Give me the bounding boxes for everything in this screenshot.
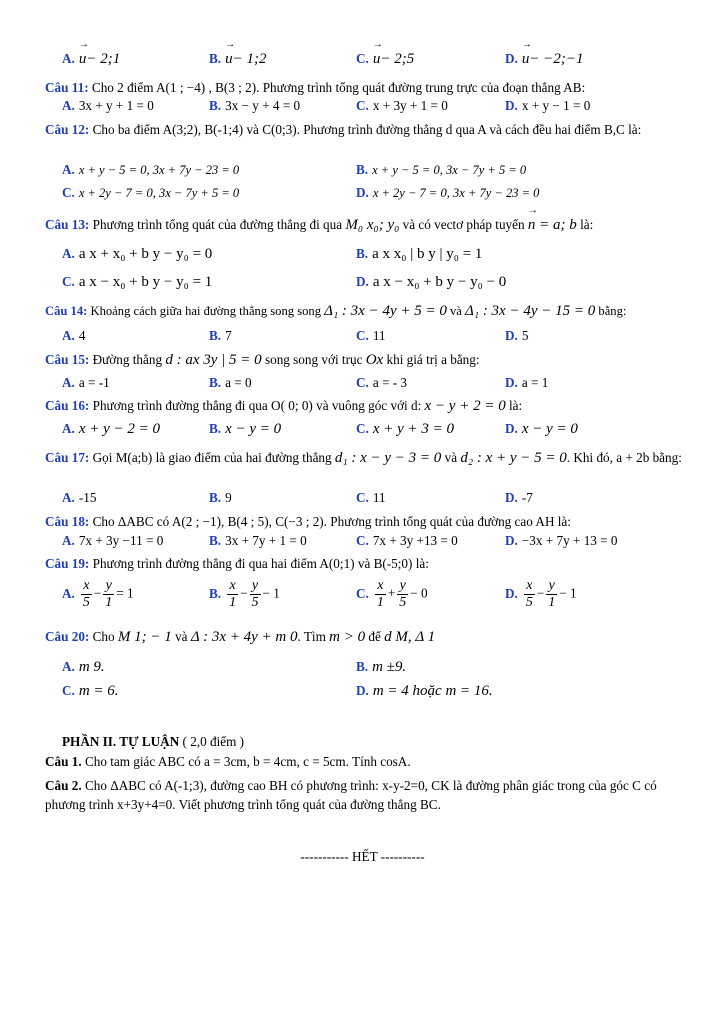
q10-option-b: B.→ u− 1;2 (209, 50, 266, 68)
question-16: Câu 16: Phương trình đường thẳng đi qua O( 0; 0) và vuông góc với d: x − y + 2 = 0 là: (45, 398, 523, 414)
q17-option-c: C. 11 (356, 490, 386, 505)
q16-option-b: B. x − y = 0 (209, 421, 282, 437)
q14-option-a: A. 4 (62, 328, 86, 343)
q20-option-d: D. m = 4 hoặc m = 16. (356, 683, 493, 699)
question-17: Câu 17: Gọi M(a;b) là giao điểm của hai đường thẳng d₁ : x − y − 3 = 0 và d₂ : x + y − 5 = 0. Khi đó, a + 2b bằng: (45, 450, 682, 466)
q20-option-b: B. m ±9. (356, 659, 407, 675)
q12-option-b: B. x + y − 5 = 0, 3x − 7y + 5 = 0 (356, 162, 527, 177)
q18-option-a: A. 7x + 3y −11 = 0 (62, 533, 164, 548)
q11-option-a: A. 3x + y + 1 = 0 (62, 98, 154, 113)
q19-option-d: D. $\frac{x}{5}$ − $\frac{y}{1}$ − 1 (505, 578, 577, 610)
part-2-heading: PHẦN II. TỰ LUẬN ( 2,0 điểm ) (62, 734, 245, 749)
q19-option-c: C. $\frac{x}{1}$ + $\frac{y}{5}$ − 0 (356, 578, 428, 610)
q15-option-d: D. a = 1 (505, 375, 549, 390)
question-14: Câu 14: Khoảng cách giữa hai đường thẳng song song Δ₁ : 3x − 4y + 5 = 0 và Δ₁ : 3x − 4y − 15 = 0 bằng: (45, 303, 627, 319)
q16-option-a: A. x + y − 2 = 0 (62, 421, 161, 437)
q17-option-b: B. 9 (209, 490, 232, 505)
q10-option-d: D.→ u− −2;−1 (505, 50, 583, 68)
question-13: Câu 13: Phương trình tổng quát của đường thẳng đi qua M₀ x₀; y₀ và có vectơ pháp tuyến → n = a; b là: (45, 216, 593, 234)
q17-option-a: A. -15 (62, 490, 97, 505)
question-12: Câu 12: Cho ba điểm A(3;2), B(-1;4) và C(0;3). Phương trình đường thẳng d qua A và cách đều hai điểm B,C là: (45, 122, 642, 137)
q10-option-a: A.→ u− 2;1 (62, 50, 120, 68)
q15-option-a: A. a = -1 (62, 375, 110, 390)
q11-option-b: B. 3x − y + 4 = 0 (209, 98, 301, 113)
vector-u: → u (522, 50, 530, 68)
vector-u: → u (79, 50, 87, 68)
normal-vector-n: → n (528, 216, 536, 234)
essay-question-1: Câu 1. Cho tam giác ABC có a = 3cm, b = 4cm, c = 5cm. Tính cosA. (45, 754, 411, 769)
end-marker: ----------- HẾT ---------- (300, 849, 425, 864)
q11-option-d: D. x + y − 1 = 0 (505, 98, 591, 113)
q18-option-d: D. −3x + 7y + 13 = 0 (505, 533, 618, 548)
q10-option-c: C.→ u− 2;5 (356, 50, 414, 68)
q20-option-c: C. m = 6. (62, 683, 119, 699)
q14-option-d: D. 5 (505, 328, 529, 343)
q16-option-d: D. x − y = 0 (505, 421, 578, 437)
q15-option-c: C. a = - 3 (356, 375, 407, 390)
q15-option-b: B. a = 0 (209, 375, 252, 390)
q19-option-a: A. $\frac{x}{5}$ − $\frac{y}{1}$ = 1 (62, 578, 134, 610)
q13-option-d: D. a x − x₀ + b y − y₀ − 0 (356, 274, 507, 290)
q16-option-c: C. x + y + 3 = 0 (356, 421, 455, 437)
q14-option-b: B. 7 (209, 328, 232, 343)
q13-option-b: B. a x x₀ | b y | y₀ = 1 (356, 246, 483, 262)
essay-question-2: Câu 2. Cho ΔABC có A(-1;3), đường cao BH có phương trình: x-y-2=0, CK là đường phân giác trong của góc C có phương trình x+3y+4=0. Viết phương trình tổng quát của đường thẳng BC. (45, 778, 657, 812)
q20-option-a: A. m 9. (62, 659, 105, 675)
q12-option-d: D. x + 2y − 7 = 0, 3x + 7y − 23 = 0 (356, 185, 540, 200)
vector-u: → u (373, 50, 381, 68)
question-15: Câu 15: Đường thẳng d : ax 3y | 5 = 0 song song với trục Ox khi giá trị a bằng: (45, 352, 480, 368)
q12-option-a: A. x + y − 5 = 0, 3x + 7y − 23 = 0 (62, 162, 240, 177)
q11-option-c: C. x + 3y + 1 = 0 (356, 98, 448, 113)
q13-option-c: C. a x − x₀ + b y − y₀ = 1 (62, 274, 213, 290)
q18-option-b: B. 3x + 7y + 1 = 0 (209, 533, 307, 548)
question-19: Câu 19: Phương trình đường thẳng đi qua hai điểm A(0;1) và B(-5;0) là: (45, 556, 429, 571)
question-11: Câu 11: Cho 2 điểm A(1 ; −4) , B(3 ; 2). Phương trình tổng quát đường trung trực của đoạn thẳng AB: (45, 80, 586, 95)
q14-option-c: C. 11 (356, 328, 386, 343)
vector-u: → u (225, 50, 233, 68)
q12-option-c: C. x + 2y − 7 = 0, 3x − 7y + 5 = 0 (62, 185, 240, 200)
question-20: Câu 20: Cho M 1; − 1 và Δ : 3x + 4y + m 0. Tìm m > 0 để d M, Δ 1 (45, 629, 436, 645)
q19-option-b: B. $\frac{x}{1}$ − $\frac{y}{5}$ − 1 (209, 578, 280, 610)
q18-option-c: C. 7x + 3y +13 = 0 (356, 533, 458, 548)
q17-option-d: D. -7 (505, 490, 533, 505)
question-18: Câu 18: Cho ΔABC có A(2 ; −1), B(4 ; 5), C(−3 ; 2). Phương trình tổng quát của đường cao AH là: (45, 514, 571, 529)
q13-option-a: A. a x + x₀ + b y − y₀ = 0 (62, 246, 213, 262)
